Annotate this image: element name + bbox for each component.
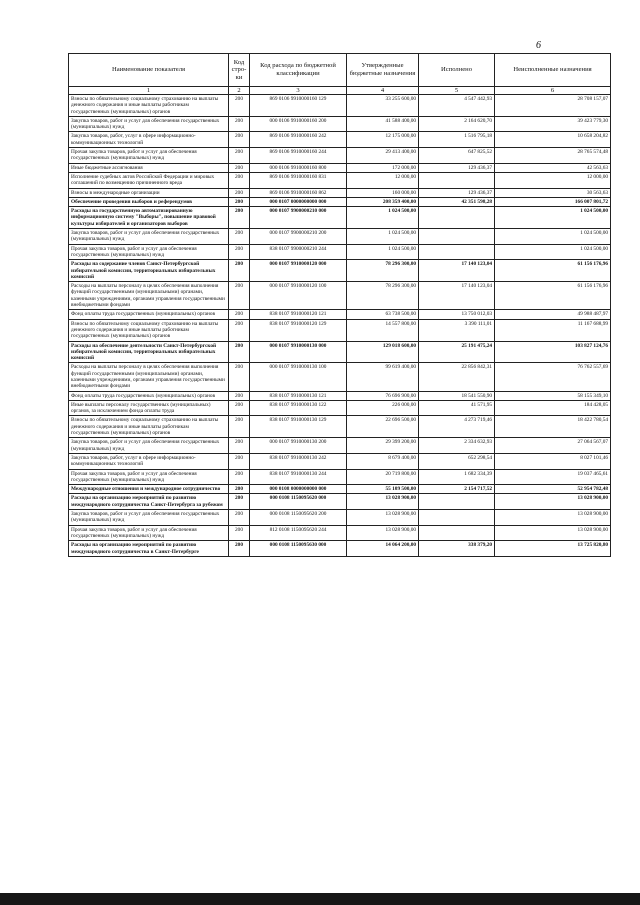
row-unexecuted-amount: 13 028 900,00 <box>495 525 611 541</box>
header-code: Код стро-ки <box>229 54 250 87</box>
table-row <box>69 363 611 391</box>
row-approved-amount: 1 024 500,00 <box>347 244 419 260</box>
row-code: 200 <box>229 400 250 416</box>
row-executed-amount: 129 436,37 <box>419 188 495 197</box>
header-kbk: Код расхода по бюджетной классификации <box>250 54 347 87</box>
column-number: 2 <box>229 87 250 95</box>
row-unexecuted-amount: 1 024 500,00 <box>495 207 611 229</box>
row-name: Иные бюджетные ассигнования <box>69 163 229 172</box>
row-code: 200 <box>229 188 250 197</box>
budget-execution-table <box>68 53 611 557</box>
row-approved-amount: 14 064 200,00 <box>347 541 419 557</box>
row-code: 200 <box>229 116 250 132</box>
row-kbk-code: 838 0107 9910000130 244 <box>250 469 347 485</box>
row-code: 200 <box>229 438 250 454</box>
row-code: 200 <box>229 95 250 117</box>
header-unexecuted: Неисполненные назначения <box>495 54 611 87</box>
row-name: Взносы по обязательному социальному страхованию на выплаты денежного содержания и иные выплаты работникам государственных (муниципальных) органов <box>69 95 229 117</box>
row-name: Взносы в международные организации <box>69 188 229 197</box>
row-executed-amount: 22 856 842,31 <box>419 363 495 391</box>
row-kbk-code: 000 0107 9910000130 200 <box>250 438 347 454</box>
table-row <box>69 400 611 416</box>
row-kbk-code: 869 0106 9910000160 129 <box>250 95 347 117</box>
row-unexecuted-amount: 61 156 176,96 <box>495 260 611 282</box>
row-name: Иные выплаты персоналу государственных (муниципальных) органов, за исключением фонда оплаты труда <box>69 400 229 416</box>
row-executed-amount: 42 351 598,28 <box>419 197 495 206</box>
row-unexecuted-amount: 1 024 500,00 <box>495 244 611 260</box>
row-executed-amount: 129 436,37 <box>419 163 495 172</box>
row-unexecuted-amount: 13 725 820,80 <box>495 541 611 557</box>
row-approved-amount: 76 696 900,00 <box>347 391 419 400</box>
row-unexecuted-amount: 13 028 900,00 <box>495 494 611 510</box>
table-row <box>69 416 611 438</box>
table-row <box>69 341 611 363</box>
row-code: 200 <box>229 341 250 363</box>
column-number: 6 <box>495 87 611 95</box>
row-approved-amount: 1 024 500,00 <box>347 207 419 229</box>
row-approved-amount: 22 696 500,00 <box>347 416 419 438</box>
row-executed-amount: 338 379,20 <box>419 541 495 557</box>
row-unexecuted-amount: 27 064 567,07 <box>495 438 611 454</box>
row-code: 200 <box>229 510 250 526</box>
row-unexecuted-amount: 184 428,05 <box>495 400 611 416</box>
header-executed: Исполнено <box>419 54 495 87</box>
row-executed-amount: 4 547 442,93 <box>419 95 495 117</box>
table-row <box>69 197 611 206</box>
row-kbk-code: 000 0106 9910000160 200 <box>250 116 347 132</box>
row-name: Обеспечение проведения выборов и референдумов <box>69 197 229 206</box>
row-kbk-code: 838 0107 9910000130 122 <box>250 400 347 416</box>
row-name: Прочая закупка товаров, работ и услуг для обеспечения государственных (муниципальных) нужд <box>69 525 229 541</box>
row-approved-amount: 1 024 500,00 <box>347 229 419 245</box>
row-executed-amount: 4 273 719,46 <box>419 416 495 438</box>
column-number: 3 <box>250 87 347 95</box>
row-approved-amount: 33 255 600,00 <box>347 95 419 117</box>
table-row <box>69 525 611 541</box>
row-approved-amount: 160 000,00 <box>347 188 419 197</box>
table-row <box>69 116 611 132</box>
row-kbk-code: 000 0107 9910000120 000 <box>250 260 347 282</box>
row-unexecuted-amount: 11 167 688,99 <box>495 319 611 341</box>
row-name: Закупка товаров, работ и услуг для обеспечения государственных (муниципальных) нужд <box>69 229 229 245</box>
row-executed-amount: 17 140 123,04 <box>419 260 495 282</box>
row-unexecuted-amount: 18 422 780,54 <box>495 416 611 438</box>
row-executed-amount: 2 164 620,70 <box>419 116 495 132</box>
row-unexecuted-amount: 19 037 465,61 <box>495 469 611 485</box>
table-body <box>69 95 611 557</box>
row-kbk-code: 869 0106 9910000160 244 <box>250 148 347 164</box>
row-name: Расходы на выплаты персоналу в целях обеспечения выполнения функций государственными (муниципальными) органами, казенными учреждениями, органами управления государственными внебюджетными фондами <box>69 282 229 310</box>
table-row <box>69 244 611 260</box>
table-row <box>69 310 611 319</box>
row-kbk-code: 869 0106 9910000160 862 <box>250 188 347 197</box>
row-kbk-code: 838 0107 9910000130 121 <box>250 391 347 400</box>
row-executed-amount: 2 334 632,93 <box>419 438 495 454</box>
row-executed-amount: 647 825,52 <box>419 148 495 164</box>
row-executed-amount <box>419 229 495 245</box>
header-approved: Утвержденные бюджетные назначения <box>347 54 419 87</box>
row-executed-amount <box>419 494 495 510</box>
column-number: 1 <box>69 87 229 95</box>
row-name: Прочая закупка товаров, работ и услуг для обеспечения государственных (муниципальных) нужд <box>69 244 229 260</box>
row-executed-amount: 2 154 717,52 <box>419 485 495 494</box>
table-row <box>69 438 611 454</box>
row-kbk-code: 000 0107 9910000130 100 <box>250 363 347 391</box>
row-unexecuted-amount: 28 708 157,07 <box>495 95 611 117</box>
table-row <box>69 469 611 485</box>
row-unexecuted-amount: 12 000,00 <box>495 172 611 188</box>
row-code: 200 <box>229 494 250 510</box>
row-name: Расходы на государственную автоматизированную информационную систему "Выборы", повышение правовой культуры избирателей и организаторов выборов <box>69 207 229 229</box>
table-row <box>69 453 611 469</box>
row-approved-amount: 55 109 500,00 <box>347 485 419 494</box>
row-code: 200 <box>229 541 250 557</box>
row-code: 200 <box>229 197 250 206</box>
row-name: Расходы на обеспечение деятельности Санкт-Петербургской избирательной комиссии, территориальных избирательных комиссий <box>69 341 229 363</box>
row-approved-amount: 226 000,00 <box>347 400 419 416</box>
header-name: Наименование показателя <box>69 54 229 87</box>
row-kbk-code: 838 0107 9910000130 242 <box>250 453 347 469</box>
row-code: 200 <box>229 363 250 391</box>
row-name: Фонд оплаты труда государственных (муниципальных) органов <box>69 391 229 400</box>
row-executed-amount <box>419 525 495 541</box>
row-code: 200 <box>229 282 250 310</box>
row-approved-amount: 78 296 300,00 <box>347 260 419 282</box>
table-row <box>69 541 611 557</box>
row-unexecuted-amount: 30 563,63 <box>495 188 611 197</box>
row-name: Расходы на организацию мероприятий по развитию международного сотрудничества в Санкт-Петербурге <box>69 541 229 557</box>
row-code: 200 <box>229 229 250 245</box>
row-code: 200 <box>229 148 250 164</box>
row-kbk-code: 000 0108 0000000000 000 <box>250 485 347 494</box>
row-code: 200 <box>229 319 250 341</box>
row-unexecuted-amount: 61 156 176,96 <box>495 282 611 310</box>
table-row <box>69 132 611 148</box>
table-row <box>69 229 611 245</box>
row-kbk-code: 838 0107 9910000120 129 <box>250 319 347 341</box>
row-kbk-code: 869 0106 9910000160 242 <box>250 132 347 148</box>
page-number: 6 <box>536 40 541 51</box>
table-row <box>69 172 611 188</box>
row-executed-amount: 1 516 795,18 <box>419 132 495 148</box>
table-row <box>69 163 611 172</box>
row-name: Взносы по обязательному социальному страхованию на выплаты денежного содержания и иные выплаты работникам государственных (муниципальных) органов <box>69 416 229 438</box>
row-approved-amount: 20 719 800,00 <box>347 469 419 485</box>
row-executed-amount: 1 682 334,39 <box>419 469 495 485</box>
row-approved-amount: 63 738 500,00 <box>347 310 419 319</box>
row-kbk-code: 869 0106 9910000160 831 <box>250 172 347 188</box>
row-kbk-code: 838 0107 9900000210 244 <box>250 244 347 260</box>
row-name: Закупка товаров, работ, услуг в сфере информационно-коммуникационных технологий <box>69 453 229 469</box>
row-executed-amount <box>419 172 495 188</box>
column-number: 4 <box>347 87 419 95</box>
table-header-row <box>69 54 611 87</box>
row-executed-amount <box>419 207 495 229</box>
row-unexecuted-amount: 58 155 349,10 <box>495 391 611 400</box>
row-approved-amount: 78 296 300,00 <box>347 282 419 310</box>
row-executed-amount: 17 140 123,04 <box>419 282 495 310</box>
row-kbk-code: 838 0107 9910000130 129 <box>250 416 347 438</box>
scan-edge-shadow <box>0 893 640 905</box>
row-approved-amount: 13 028 900,00 <box>347 494 419 510</box>
row-kbk-code: 000 0106 9910000160 800 <box>250 163 347 172</box>
row-approved-amount: 8 679 400,00 <box>347 453 419 469</box>
row-approved-amount: 29 399 200,00 <box>347 438 419 454</box>
row-code: 200 <box>229 207 250 229</box>
row-kbk-code: 000 0107 9900000210 000 <box>250 207 347 229</box>
row-kbk-code: 812 0108 1150095620 244 <box>250 525 347 541</box>
row-code: 200 <box>229 244 250 260</box>
row-unexecuted-amount: 28 765 574,48 <box>495 148 611 164</box>
row-code: 200 <box>229 172 250 188</box>
row-name: Исполнение судебных актов Российской Федерации и мировых соглашений по возмещению причиненного вреда <box>69 172 229 188</box>
table-row <box>69 391 611 400</box>
row-code: 200 <box>229 485 250 494</box>
table-row <box>69 494 611 510</box>
row-approved-amount: 12 175 000,00 <box>347 132 419 148</box>
table-row <box>69 260 611 282</box>
table-row <box>69 207 611 229</box>
row-kbk-code: 000 0107 9910000130 000 <box>250 341 347 363</box>
row-name: Расходы на выплаты персоналу в целях обеспечения выполнения функций государственными (муниципальными) органами, казенными учреждениями, органами управления государственными внебюджетными фондами <box>69 363 229 391</box>
column-number: 5 <box>419 87 495 95</box>
table-row <box>69 95 611 117</box>
row-executed-amount: 41 571,95 <box>419 400 495 416</box>
row-name: Взносы по обязательному социальному страхованию на выплаты денежного содержания и иные выплаты работникам государственных (муниципальных) органов <box>69 319 229 341</box>
row-approved-amount: 13 028 900,00 <box>347 525 419 541</box>
row-code: 200 <box>229 391 250 400</box>
row-name: Расходы на организацию мероприятий по развитию международного сотрудничества Санкт-Петербурга за рубежом <box>69 494 229 510</box>
row-kbk-code: 838 0107 9910000120 121 <box>250 310 347 319</box>
row-kbk-code: 000 0107 9910000120 100 <box>250 282 347 310</box>
row-approved-amount: 13 028 900,00 <box>347 510 419 526</box>
row-code: 200 <box>229 469 250 485</box>
row-code: 200 <box>229 163 250 172</box>
row-kbk-code: 000 0108 1150095620 000 <box>250 494 347 510</box>
row-approved-amount: 41 588 400,00 <box>347 116 419 132</box>
row-unexecuted-amount: 103 827 124,76 <box>495 341 611 363</box>
row-name: Закупка товаров, работ, услуг в сфере информационно-коммуникационных технологий <box>69 132 229 148</box>
row-code: 200 <box>229 260 250 282</box>
row-executed-amount: 13 750 012,03 <box>419 310 495 319</box>
row-approved-amount: 129 018 600,00 <box>347 341 419 363</box>
row-approved-amount: 14 557 800,00 <box>347 319 419 341</box>
row-kbk-code: 000 0108 1150095620 200 <box>250 510 347 526</box>
row-unexecuted-amount: 76 762 557,69 <box>495 363 611 391</box>
row-name: Расходы на содержание членов Санкт-Петербургской избирательной комиссии, территориальных избирательных комиссий <box>69 260 229 282</box>
row-code: 200 <box>229 132 250 148</box>
row-code: 200 <box>229 525 250 541</box>
row-code: 200 <box>229 453 250 469</box>
row-executed-amount <box>419 244 495 260</box>
table-row <box>69 319 611 341</box>
row-name: Закупка товаров, работ и услуг для обеспечения государственных (муниципальных) нужд <box>69 510 229 526</box>
row-kbk-code: 000 0108 1150095630 000 <box>250 541 347 557</box>
row-executed-amount: 652 298,54 <box>419 453 495 469</box>
row-unexecuted-amount: 42 563,63 <box>495 163 611 172</box>
row-name: Фонд оплаты труда государственных (муниципальных) органов <box>69 310 229 319</box>
row-approved-amount: 208 359 400,00 <box>347 197 419 206</box>
row-executed-amount: 3 390 111,01 <box>419 319 495 341</box>
row-name: Закупка товаров, работ и услуг для обеспечения государственных (муниципальных) нужд <box>69 438 229 454</box>
row-executed-amount: 25 191 475,24 <box>419 341 495 363</box>
row-unexecuted-amount: 52 954 782,48 <box>495 485 611 494</box>
row-approved-amount: 12 000,00 <box>347 172 419 188</box>
row-code: 200 <box>229 416 250 438</box>
table-row <box>69 510 611 526</box>
table-row <box>69 148 611 164</box>
row-executed-amount: 18 541 550,90 <box>419 391 495 400</box>
row-kbk-code: 000 0107 9900000210 200 <box>250 229 347 245</box>
row-name: Прочая закупка товаров, работ и услуг для обеспечения государственных (муниципальных) нужд <box>69 148 229 164</box>
row-executed-amount <box>419 510 495 526</box>
row-approved-amount: 172 000,00 <box>347 163 419 172</box>
row-unexecuted-amount: 10 658 204,82 <box>495 132 611 148</box>
row-unexecuted-amount: 166 007 801,72 <box>495 197 611 206</box>
row-code: 200 <box>229 310 250 319</box>
row-approved-amount: 29 413 400,00 <box>347 148 419 164</box>
table-row <box>69 282 611 310</box>
row-unexecuted-amount: 13 028 900,00 <box>495 510 611 526</box>
column-number-row <box>69 87 611 95</box>
row-name: Прочая закупка товаров, работ и услуг для обеспечения государственных (муниципальных) нужд <box>69 469 229 485</box>
row-unexecuted-amount: 1 024 500,00 <box>495 229 611 245</box>
row-unexecuted-amount: 8 027 101,46 <box>495 453 611 469</box>
row-name: Закупка товаров, работ и услуг для обеспечения государственных (муниципальных) нужд <box>69 116 229 132</box>
row-unexecuted-amount: 49 988 487,97 <box>495 310 611 319</box>
row-unexecuted-amount: 39 423 779,30 <box>495 116 611 132</box>
table-row <box>69 485 611 494</box>
row-name: Международные отношения и международное сотрудничество <box>69 485 229 494</box>
row-approved-amount: 99 619 400,00 <box>347 363 419 391</box>
row-kbk-code: 000 0107 0000000000 000 <box>250 197 347 206</box>
table-row <box>69 188 611 197</box>
